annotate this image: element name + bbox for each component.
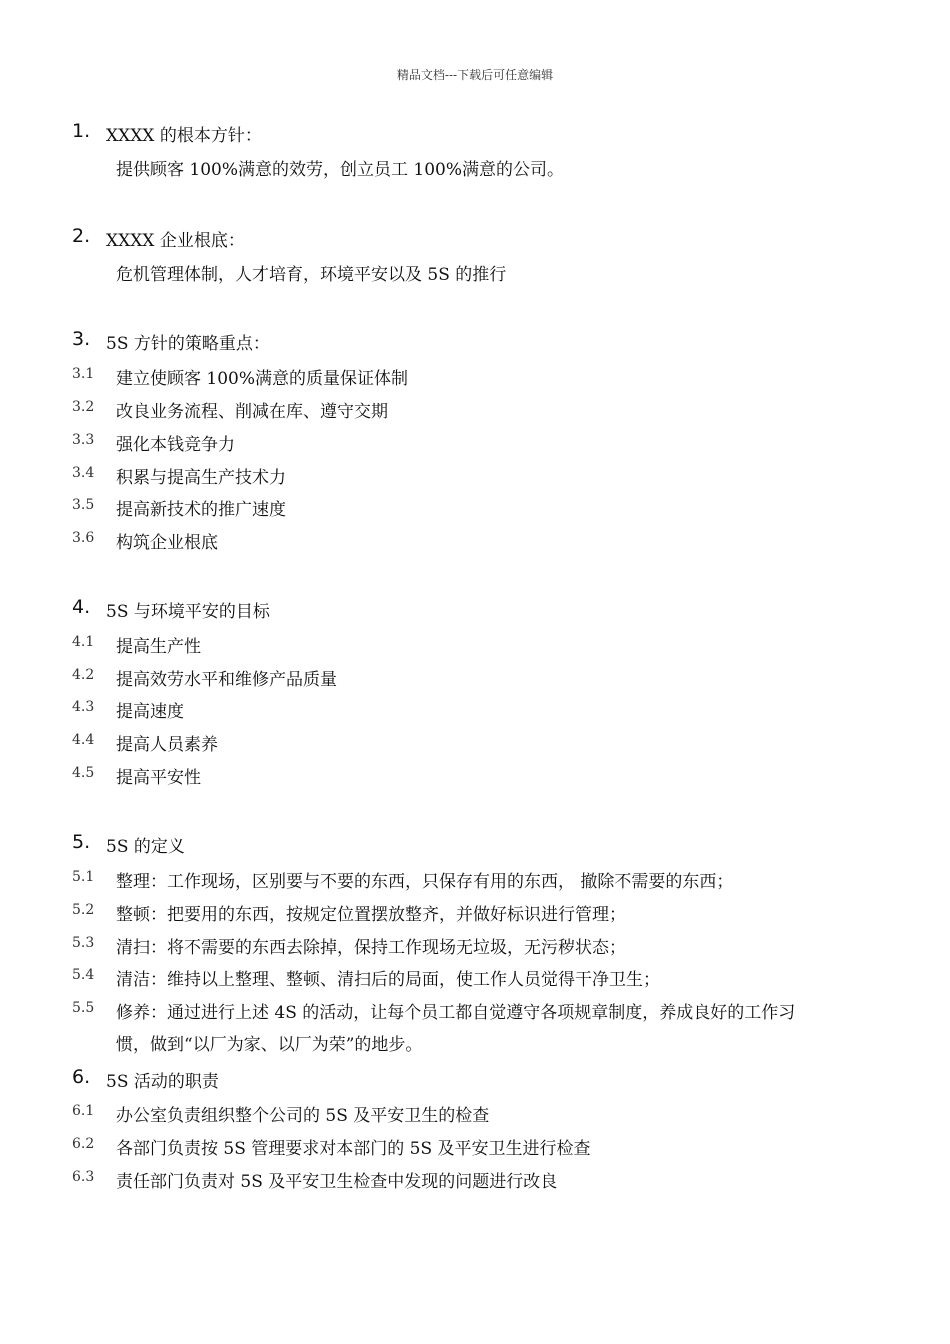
- item-text: 提高生产性: [116, 637, 201, 657]
- section-number: 4.: [72, 596, 91, 618]
- item-text: 清洁：维持以上整理、整顿、清扫后的局面，使工作人员觉得干净卫生；: [116, 970, 660, 990]
- item-number: 6.3: [72, 1169, 95, 1185]
- item-text: 积累与提高生产技术力: [116, 468, 286, 488]
- section-title: XXXX 企业根底：: [106, 231, 245, 251]
- item-number: 4.5: [72, 765, 95, 781]
- section-title: 5S 活动的职责: [106, 1072, 219, 1092]
- item-text: 整顿：把要用的东西，按规定位置摆放整齐，并做好标识进行管理；: [116, 905, 626, 925]
- item-text: 修养：通过进行上述 4S 的活动，让每个员工都自觉遵守各项规章制度，养成良好的工作习: [116, 1003, 796, 1023]
- section-number: 6.: [72, 1066, 91, 1088]
- item-text: 提高效劳水平和维修产品质量: [116, 670, 337, 690]
- item-text: 清扫：将不需要的东西去除掉，保持工作现场无垃圾，无污秽状态；: [116, 938, 626, 958]
- section-number: 1.: [72, 120, 91, 142]
- page-header: 精品文档---下载后可任意编辑: [396, 68, 554, 82]
- item-number: 5.1: [72, 869, 95, 885]
- item-number: 3.6: [72, 530, 95, 546]
- item-text: 各部门负责按 5S 管理要求对本部门的 5S 及平安卫生进行检查: [116, 1139, 591, 1159]
- section-body-text: 危机管理体制，人才培育，环境平安以及 5S 的推行: [116, 265, 507, 285]
- item-text: 强化本钱竞争力: [116, 435, 235, 455]
- section-title: XXXX 的根本方针：: [106, 126, 262, 146]
- item-number: 5.3: [72, 935, 95, 951]
- item-number: 3.5: [72, 497, 95, 513]
- item-number: 3.1: [72, 366, 95, 382]
- item-text-continued: 惯，做到“以厂为家、以厂为荣”的地步。: [116, 1035, 423, 1055]
- item-number: 4.3: [72, 699, 95, 715]
- section-title: 5S 与环境平安的目标: [106, 602, 270, 622]
- item-text: 整理：工作现场，区别要与不要的东西，只保存有用的东西， 撤除不需要的东西；: [116, 872, 734, 892]
- item-text: 建立使顾客 100%满意的质量保证体制: [116, 369, 409, 389]
- section-number: 5.: [72, 831, 91, 853]
- section-number: 2.: [72, 225, 91, 247]
- section-body-text: 提供顾客 100%满意的效劳，创立员工 100%满意的公司。: [116, 160, 565, 180]
- section-title: 5S 方针的策略重点：: [106, 334, 270, 354]
- item-number: 6.1: [72, 1103, 95, 1119]
- item-number: 6.2: [72, 1136, 95, 1152]
- item-text: 构筑企业根底: [116, 533, 218, 553]
- item-number: 4.1: [72, 634, 95, 650]
- section-number: 3.: [72, 328, 91, 350]
- item-text: 提高人员素养: [116, 735, 218, 755]
- item-number: 5.5: [72, 1000, 95, 1016]
- item-text: 提高新技术的推广速度: [116, 500, 286, 520]
- item-text: 提高平安性: [116, 768, 201, 788]
- item-number: 3.3: [72, 432, 95, 448]
- item-number: 4.4: [72, 732, 95, 748]
- item-text: 提高速度: [116, 702, 184, 722]
- item-number: 3.4: [72, 465, 95, 481]
- item-text: 办公室负责组织整个公司的 5S 及平安卫生的检查: [116, 1106, 490, 1126]
- item-number: 5.2: [72, 902, 95, 918]
- item-number: 3.2: [72, 399, 95, 415]
- section-title: 5S 的定义: [106, 837, 185, 857]
- item-number: 4.2: [72, 667, 95, 683]
- item-text: 改良业务流程、削减在库、遵守交期: [116, 402, 388, 422]
- item-number: 5.4: [72, 967, 95, 983]
- item-text: 责任部门负责对 5S 及平安卫生检查中发现的问题进行改良: [116, 1172, 558, 1192]
